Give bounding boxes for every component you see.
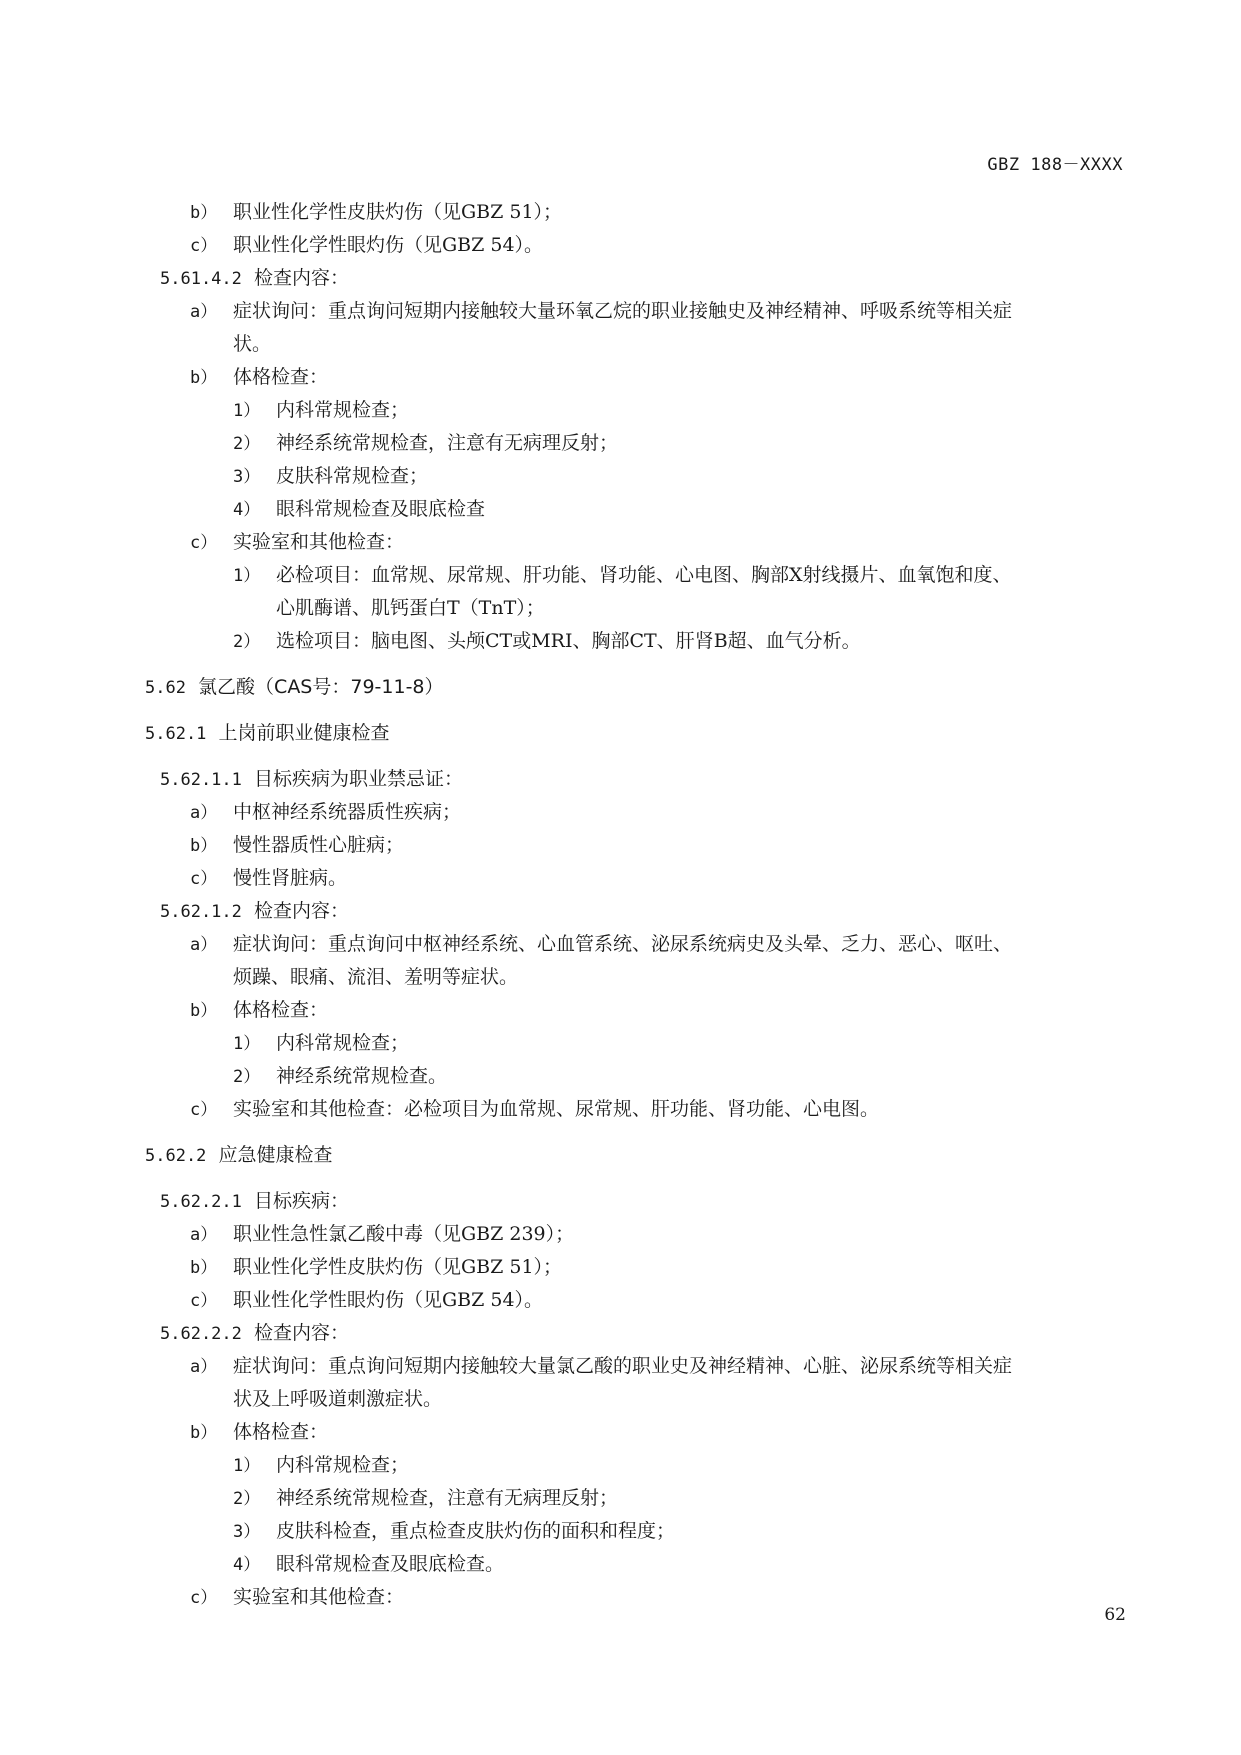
sub-item-label: 2）: [233, 632, 261, 652]
item-text: 职业性化学性眼灼伤（见GBZ 54）。: [233, 1289, 544, 1311]
sub-item-label: 1）: [233, 1456, 261, 1476]
sub-item-text: 内科常规检查；: [276, 1032, 410, 1054]
clause-heading: [160, 1189, 349, 1214]
list-item: [190, 866, 347, 891]
sub-item: [233, 1519, 675, 1544]
item-text: 症状询问：重点询问短期内接触较大量环氧乙烷的职业接触史及神经精神、呼吸系统等相关症: [233, 300, 1013, 322]
item-label: b）: [190, 1423, 218, 1443]
clause-number: 5.62.2.1: [160, 1192, 242, 1212]
item-text: 体格检查：: [233, 1421, 329, 1443]
sub-item-label: 3）: [233, 1522, 261, 1542]
clause-text: 目标疾病：: [253, 1190, 349, 1212]
sub-item-label: 1）: [233, 566, 261, 586]
section-heading: [145, 675, 444, 700]
item-label: c）: [190, 1588, 218, 1608]
sub-item-text: 内科常规检查；: [276, 1454, 410, 1476]
clause-heading: [160, 767, 463, 792]
item-label: b）: [190, 1258, 218, 1278]
list-item: [190, 800, 461, 825]
clause-number: 5.62.2.2: [160, 1324, 242, 1344]
clause-text: 检查内容：: [253, 1322, 349, 1344]
sub-item: [233, 1486, 618, 1511]
sub-item-text: 神经系统常规检查，注意有无病理反射；: [276, 1487, 619, 1509]
list-item: [190, 1255, 562, 1280]
section-title: 氯乙酸（CAS号：79-11-8）: [198, 676, 444, 698]
item-label: a）: [190, 1225, 218, 1245]
sub-item: [233, 1552, 504, 1577]
document-code-header: GBZ 188－XXXX: [987, 155, 1123, 175]
sub-item-label: 1）: [233, 1034, 261, 1054]
sub-item: [233, 398, 409, 423]
sub-item-text: 眼科常规检查及眼底检查: [276, 498, 486, 520]
clause-number: 5.62.1.1: [160, 770, 242, 790]
item-text: 实验室和其他检查：: [233, 531, 405, 553]
sub-item-label: 4）: [233, 1555, 261, 1575]
item-text: 症状询问：重点询问短期内接触较大量氯乙酸的职业史及神经精神、心脏、泌尿系统等相关症: [233, 1355, 1013, 1377]
sub-item-label: 2）: [233, 1489, 261, 1509]
sub-item-text: 内科常规检查；: [276, 399, 410, 421]
sub-item-text: 皮肤科常规检查；: [276, 465, 429, 487]
item-text: 职业性化学性眼灼伤（见GBZ 54）。: [233, 234, 544, 256]
section-number: 5.62: [145, 678, 186, 698]
item-label: c）: [190, 1100, 218, 1120]
sub-item-label: 3）: [233, 467, 261, 487]
item-continuation: 烦躁、眼痛、流泪、羞明等症状。: [233, 966, 519, 988]
list-item: [190, 200, 562, 225]
item-text: 职业性化学性皮肤灼伤（见GBZ 51）；: [233, 1256, 563, 1278]
item-text: 慢性肾脏病。: [233, 867, 348, 889]
list-item: [190, 299, 1012, 324]
item-label: a）: [190, 935, 218, 955]
sub-item-text: 眼科常规检查及眼底检查。: [276, 1553, 505, 1575]
section-heading: [145, 721, 390, 746]
list-item: [190, 530, 404, 555]
section-number: 5.62.2: [145, 1146, 207, 1166]
sub-item-text: 神经系统常规检查，注意有无病理反射；: [276, 432, 619, 454]
list-item: [190, 833, 404, 858]
sub-item: [233, 1031, 409, 1056]
list-item: [190, 1354, 1012, 1379]
section-title: 应急健康检查: [218, 1144, 333, 1166]
clause-heading: [160, 266, 349, 291]
sub-item-label: 2）: [233, 434, 261, 454]
item-text: 慢性器质性心脏病；: [233, 834, 405, 856]
sub-item-text: 神经系统常规检查。: [276, 1065, 448, 1087]
item-text: 实验室和其他检查：: [233, 1586, 405, 1608]
list-item: [190, 1288, 543, 1313]
sub-item: [233, 464, 428, 489]
list-item: [190, 1222, 574, 1247]
item-text: 实验室和其他检查：必检项目为血常规、尿常规、肝功能、肾功能、心电图。: [233, 1098, 880, 1120]
item-text: 中枢神经系统器质性疾病；: [233, 801, 462, 823]
section-number: 5.62.1: [145, 724, 207, 744]
item-label: a）: [190, 302, 218, 322]
item-text: 职业性化学性皮肤灼伤（见GBZ 51）；: [233, 201, 563, 223]
item-label: a）: [190, 803, 218, 823]
item-label: b）: [190, 203, 218, 223]
page-number: 62: [1104, 1605, 1126, 1625]
clause-number: 5.61.4.2: [160, 269, 242, 289]
list-item: [190, 365, 328, 390]
list-item: [190, 1097, 879, 1122]
sub-item-label: 2）: [233, 1067, 261, 1087]
item-continuation: 状。: [233, 333, 272, 355]
list-item: [190, 233, 543, 258]
sub-item: [233, 1064, 447, 1089]
item-label: b）: [190, 1001, 218, 1021]
clause-heading: [160, 899, 349, 924]
sub-item-text: 选检项目：脑电图、头颅CT或MRI、胸部CT、肝肾B超、血气分析。: [276, 630, 861, 652]
section-heading: [145, 1143, 333, 1168]
item-label: b）: [190, 368, 218, 388]
item-text: 体格检查：: [233, 366, 329, 388]
clause-number: 5.62.1.2: [160, 902, 242, 922]
item-continuation: 状及上呼吸道刺激症状。: [233, 1388, 443, 1410]
item-label: c）: [190, 1291, 218, 1311]
item-label: b）: [190, 836, 218, 856]
item-text: 症状询问：重点询问中枢神经系统、心血管系统、泌尿系统病史及头晕、乏力、恶心、呕吐、: [233, 933, 1013, 955]
clause-text: 目标疾病为职业禁忌证：: [253, 768, 463, 790]
clause-text: 检查内容：: [253, 267, 349, 289]
item-label: c）: [190, 869, 218, 889]
sub-item: [233, 629, 861, 654]
sub-item: [233, 431, 618, 456]
sub-item-text: 必检项目：血常规、尿常规、肝功能、肾功能、心电图、胸部X射线摄片、血氧饱和度、: [276, 564, 1012, 586]
clause-heading: [160, 1321, 349, 1346]
list-item: [190, 998, 328, 1023]
sub-item: [233, 563, 1012, 588]
sub-item-label: 1）: [233, 401, 261, 421]
sub-item: [233, 497, 485, 522]
item-label: c）: [190, 236, 218, 256]
sub-item-continuation: 心肌酶谱、肌钙蛋白T（TnT）；: [276, 597, 545, 619]
item-text: 职业性急性氯乙酸中毒（见GBZ 239）；: [233, 1223, 575, 1245]
item-label: a）: [190, 1357, 218, 1377]
item-text: 体格检查：: [233, 999, 329, 1021]
sub-item: [233, 1453, 409, 1478]
sub-item-label: 4）: [233, 500, 261, 520]
list-item: [190, 932, 1012, 957]
item-label: c）: [190, 533, 218, 553]
sub-item-text: 皮肤科检查，重点检查皮肤灼伤的面积和程度；: [276, 1520, 676, 1542]
list-item: [190, 1585, 404, 1610]
clause-text: 检查内容：: [253, 900, 349, 922]
list-item: [190, 1420, 328, 1445]
section-title: 上岗前职业健康检查: [218, 722, 390, 744]
